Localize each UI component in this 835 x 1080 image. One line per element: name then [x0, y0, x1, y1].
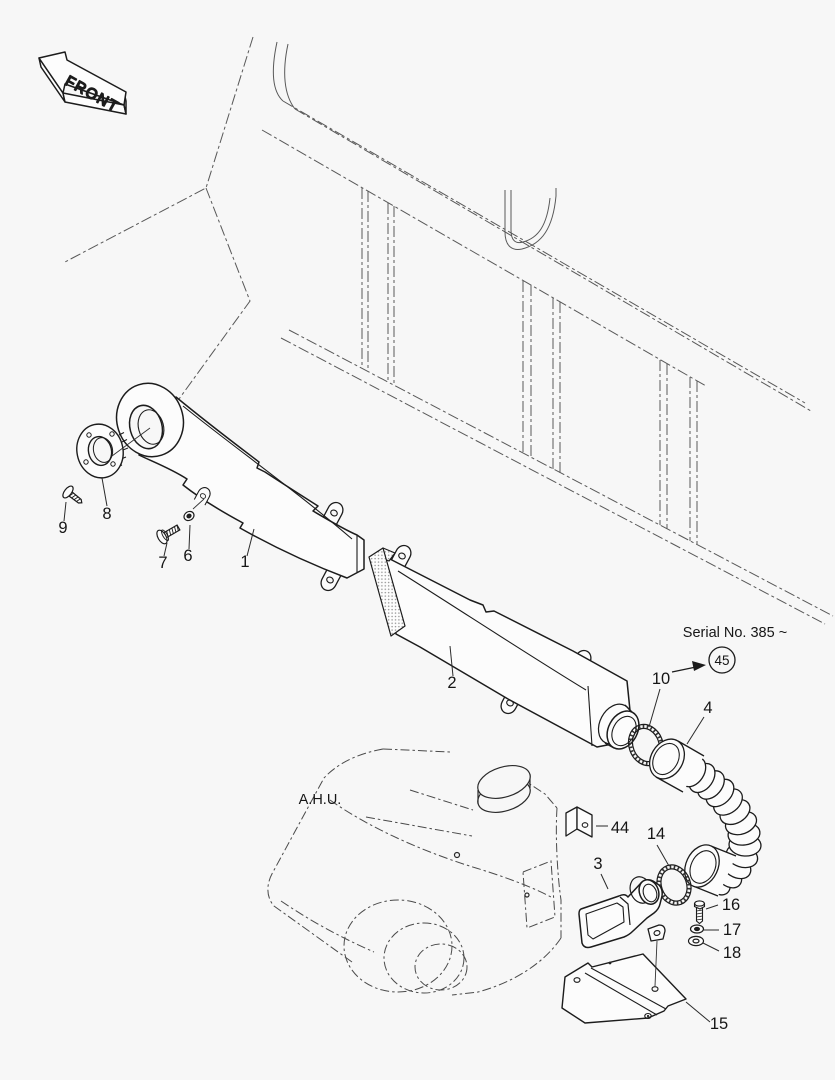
callout-9: 9: [58, 519, 68, 537]
callout-6: 6: [183, 547, 193, 565]
duct-part-2: [369, 543, 645, 755]
bracket-part-44: [566, 807, 592, 837]
screw-part-9: [61, 484, 86, 508]
callout-3: 3: [593, 855, 603, 873]
bolt-part-16: [695, 901, 705, 924]
callout-18: 18: [722, 944, 742, 962]
serial-note-text: Serial No. 385 ~: [682, 625, 788, 641]
ahu-unit-outline: [268, 749, 561, 995]
front-arrow-label: FRONT: [62, 72, 123, 117]
nut-part-6: [182, 510, 195, 523]
front-direction-arrow: [39, 52, 126, 116]
callout-17: 17: [722, 921, 742, 939]
callout-15: 15: [709, 1015, 729, 1033]
flex-hose-part-4: [643, 733, 762, 900]
callout-7: 7: [158, 554, 168, 572]
adapter-part-3: [579, 874, 665, 948]
callout-8: 8: [102, 505, 112, 523]
callout-10: 10: [651, 670, 671, 688]
serial-badge-number: 45: [714, 653, 730, 668]
bracket-part-15: [562, 954, 686, 1023]
ahu-label: A.H.U.: [298, 792, 342, 808]
serial-arrow: [672, 661, 706, 672]
bolt-part-7: [155, 521, 182, 545]
callout-44: 44: [610, 819, 630, 837]
washer-part-18: [689, 936, 704, 945]
callout-16: 16: [721, 896, 741, 914]
serial-note-group: [672, 625, 787, 673]
washer-part-17: [691, 925, 704, 933]
callout-1: 1: [240, 553, 250, 571]
callout-2: 2: [447, 674, 457, 692]
callout-4: 4: [703, 699, 713, 717]
callout-14: 14: [646, 825, 666, 843]
cab-frame-phantom: [63, 37, 833, 624]
duct-part-1: [107, 375, 364, 594]
